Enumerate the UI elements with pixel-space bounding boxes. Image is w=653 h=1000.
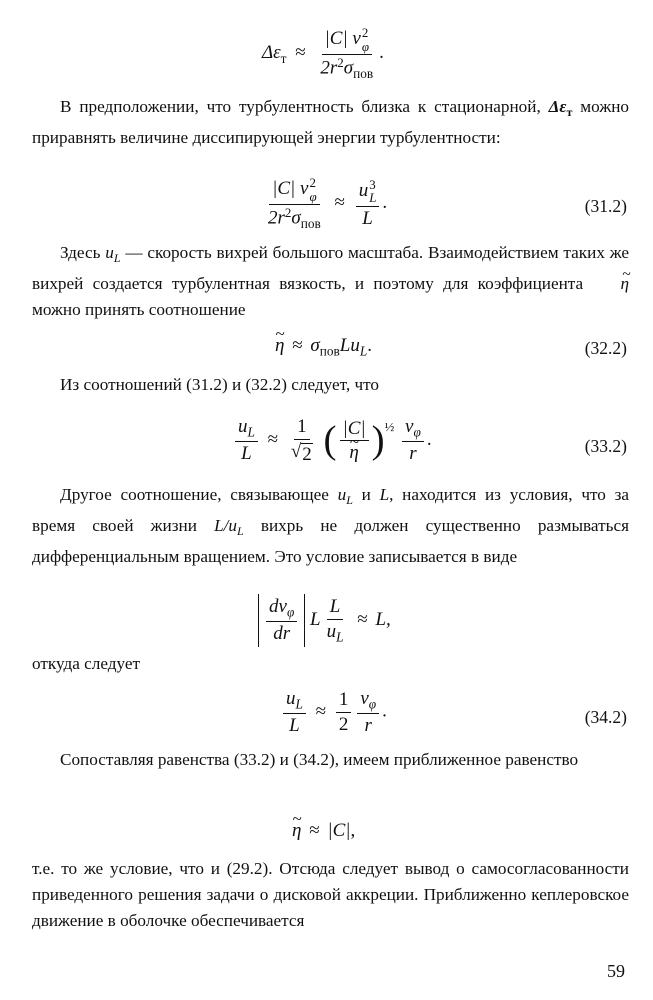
equation-label-34-2: (34.2) <box>584 707 627 727</box>
equation-label-32-2: (32.2) <box>584 338 627 358</box>
equation-final: ~ η ≈ |C|, <box>292 820 355 842</box>
equation-label-33-2: (33.2) <box>584 436 627 456</box>
fraction: |C| v 2 φ $2r^2\sigma_{пов}$ <box>320 25 374 82</box>
paragraph-2: Здесь $u_L$ — скорость вихрей большого масштаба. Взаимодействием таких же вихрей создается турбулентная вязкость, и поэтому для коэффициента ~ η можно принять соотношение <box>32 240 629 323</box>
equation-33-2: $\frac{u_L}{L}$ ≈ 1 √ 2 ( |C| ~ η )$^{\frac{1}{2}}$ $\frac{v_\varphi}{r}$ . <box>232 416 432 466</box>
page-number: 59 <box>607 961 625 981</box>
equation-condition: $\frac{dv_\varphi}{dr}$ L $\frac{L}{u_L}$ ≈ L, <box>258 594 391 647</box>
paragraph-5: откуда следует <box>32 654 141 673</box>
paragraph-7: т.е. то же условие, что и (29.2). Отсюда следует вывод о самосогласованности приведенного решения задачи о дисковой аккреции. Приближенно кеплеровское движение в оболочке обеспечивается <box>32 859 629 930</box>
equation-31-2: |C| v 2 φ $2r^2\sigma_{пов}$ ≈ u 3 L L . <box>268 175 388 232</box>
paragraph-6: Сопоставляя равенства (33.2) и (34.2), имеем приближенное равенство <box>60 750 579 769</box>
equation-delta-eps: $\Delta\varepsilon_т$ ≈ |C| v 2 φ $2r^2\sigma_{пов}$ . <box>262 25 384 82</box>
paragraph-4: Другое соотношение, связывающее $u_L$ и L, находится из условия, что за время своей жизни $L/u_L$ вихрь не должен существенно размываться дифференциальным вращением. Это условие записывается в виде <box>32 485 629 567</box>
equation-34-2: $\frac{u_L}{L}$ ≈ $\frac{1}{2}$ $\frac{v_\varphi}{r}$ . <box>280 688 387 737</box>
paragraph-1: В предположении, что турбулентность близка к стационарной, $\Delta\varepsilon_т$ можно приравнять величине диссипирующей энергии турбулентности: <box>32 97 629 148</box>
paragraph-3: Из соотношений (31.2) и (32.2) следует, что <box>60 375 379 394</box>
equation-label-31-2: (31.2) <box>584 196 627 216</box>
equation-32-2: ~ $\eta \approx \sigma_{пов}Lu_L$. <box>275 335 372 360</box>
